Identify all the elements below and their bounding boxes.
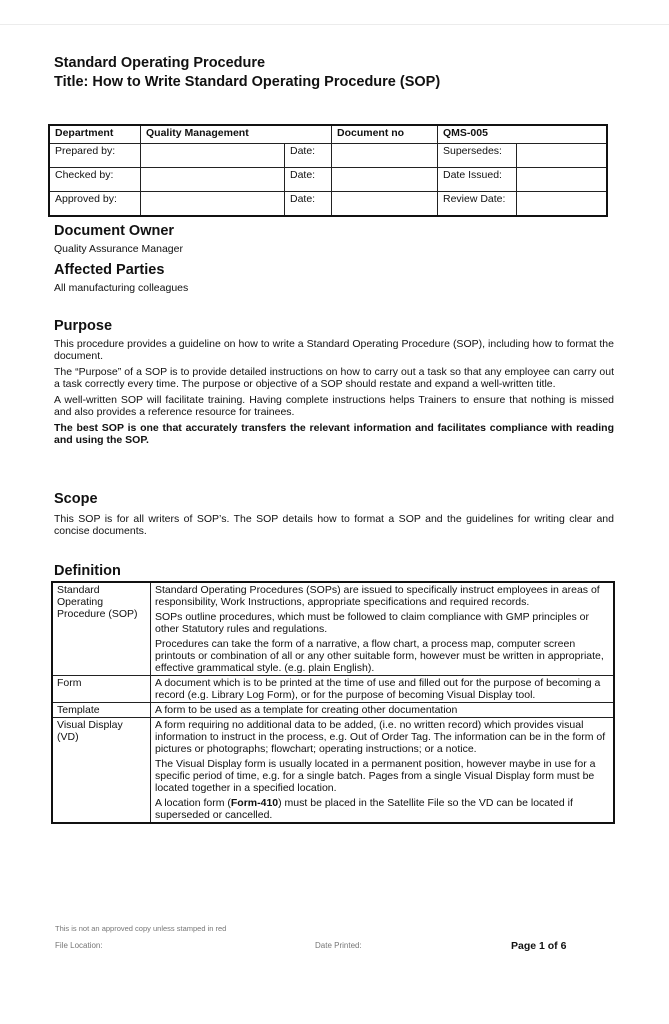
top-divider [0,24,669,25]
template-term: Template [52,703,151,718]
checked-date-value [332,168,438,192]
affected-parties-heading: Affected Parties [54,262,165,278]
form-term: Form [52,676,151,703]
form-description [151,676,615,703]
purpose-section [54,317,614,446]
table-row [52,676,614,703]
prepared-by-label: Prepared by: [49,144,141,168]
docno-label: Document no [332,125,438,144]
header-line-1: Standard Operating Procedure [54,55,266,71]
definition-table [51,581,615,824]
form-desc-1: A document which is to be printed at the time of use and filled out for the purpose of becoming a record (e.g. Library Log Form), or for the purpose of becoming Visual Display tool. [155,677,601,701]
scope-heading: Scope [54,491,98,507]
approved-date-label: Date: [285,192,332,217]
sop-term: Standard Operating Procedure (SOP) [52,582,151,676]
vd-term: Visual Display (VD) [52,718,151,824]
department-label: Department [49,125,141,144]
purpose-paragraph-1: This procedure provides a guideline on how to write a Standard Operating Procedure (SOP), including how to format the document. [54,338,614,362]
supersedes-label: Supersedes: [438,144,517,168]
table-row [52,703,614,718]
template-desc-1: A form to be used as a template for creating other documentation [155,704,458,716]
document-owner-value: Quality Assurance Manager [54,243,183,255]
sop-desc-1: Standard Operating Procedures (SOPs) are issued to specifically instruct employees in areas of responsibility, Work Instructions, appropriate specifications and required records. [155,584,600,608]
sop-desc-3: Procedures can take the form of a narrative, a flow chart, a process map, computer screen printouts or combination of all or any other suitable form, however must be written in appropriate, effective grammatical style. (e.g. plain English). [155,638,604,674]
checked-date-label: Date: [285,168,332,192]
scope-section [54,490,614,537]
purpose-paragraph-2: The “Purpose” of a SOP is to provide detailed instructions on how to carry out a task so that any employee can carry out a task correctly every time. The purpose or objective of a SOP should restate and expand a well-written title. [54,366,614,390]
affected-parties-value: All manufacturing colleagues [54,282,189,294]
table-row [52,582,614,676]
prepared-date-label: Date: [285,144,332,168]
vd-desc-2: The Visual Display form is usually located in a permanent position, however maybe in use for a specific period of time, e.g. for a single batch. Pages from a single Visual Display form must be located together in a specified location. [155,758,596,794]
date-issued-value [517,168,608,192]
definition-section [54,562,614,580]
vd-desc-3 [155,797,609,821]
approved-by-label: Approved by: [49,192,141,217]
sop-desc-2: SOPs outline procedures, which must be followed to claim compliance with GMP principles or other Statutory rules and regulations. [155,611,589,635]
vd-desc-3a: A location form ( [155,797,231,809]
date-printed: Date Printed: [315,941,362,950]
approved-by-value [141,192,285,217]
scope-paragraph-1: This SOP is for all writers of SOP’s. The SOP details how to format a SOP and the guidelines for writing clear and concise documents. [54,513,614,537]
affected-parties-section [54,261,614,294]
vd-desc-1: A form requiring no additional data to be added, (i.e. no written record) which provides visual information to instruct in the process, e.g. Out of Order Tag. The information can be in the form of pictures or photographs; flowchart; operating instructions; or a notice. [155,719,606,755]
supersedes-value [517,144,608,168]
page-number: Page 1 of 6 [511,940,567,952]
document-owner-section [54,222,614,255]
document-owner-heading: Document Owner [54,223,175,239]
definition-heading: Definition [54,563,121,579]
form-410-ref: Form-410 [230,797,279,809]
table-row [52,718,614,824]
approved-date-value [332,192,438,217]
header-title: Title: How to Write Standard Operating Procedure (SOP) [54,74,441,90]
prepared-by-value [141,144,285,168]
department-value: Quality Management [141,125,332,144]
prepared-date-value [332,144,438,168]
docno-value: QMS-005 [438,125,608,144]
checked-by-label: Checked by: [49,168,141,192]
checked-by-value [141,168,285,192]
template-description [151,703,615,718]
purpose-heading: Purpose [54,318,113,334]
vd-description [151,718,615,824]
review-date-value [517,192,608,217]
sop-description [151,582,615,676]
date-issued-label: Date Issued: [438,168,517,192]
file-location: File Location: [55,941,103,950]
purpose-paragraph-4: The best SOP is one that accurately transfers the relevant information and facilitates compliance with reading and using the SOP. [54,422,614,446]
approval-note: This is not an approved copy unless stamped in red [55,924,227,933]
document-header [54,54,614,92]
document-info-table [48,124,608,217]
purpose-paragraph-3: A well-written SOP will facilitate training. Having complete instructions helps Trainers to ensure that nothing is missed and also provides a reference resource for trainees. [54,394,614,418]
vd-desc-3c: ) must be placed in the Satellite File so the VD can be located if superseded or cancelled. [155,797,573,821]
review-date-label: Review Date: [438,192,517,217]
